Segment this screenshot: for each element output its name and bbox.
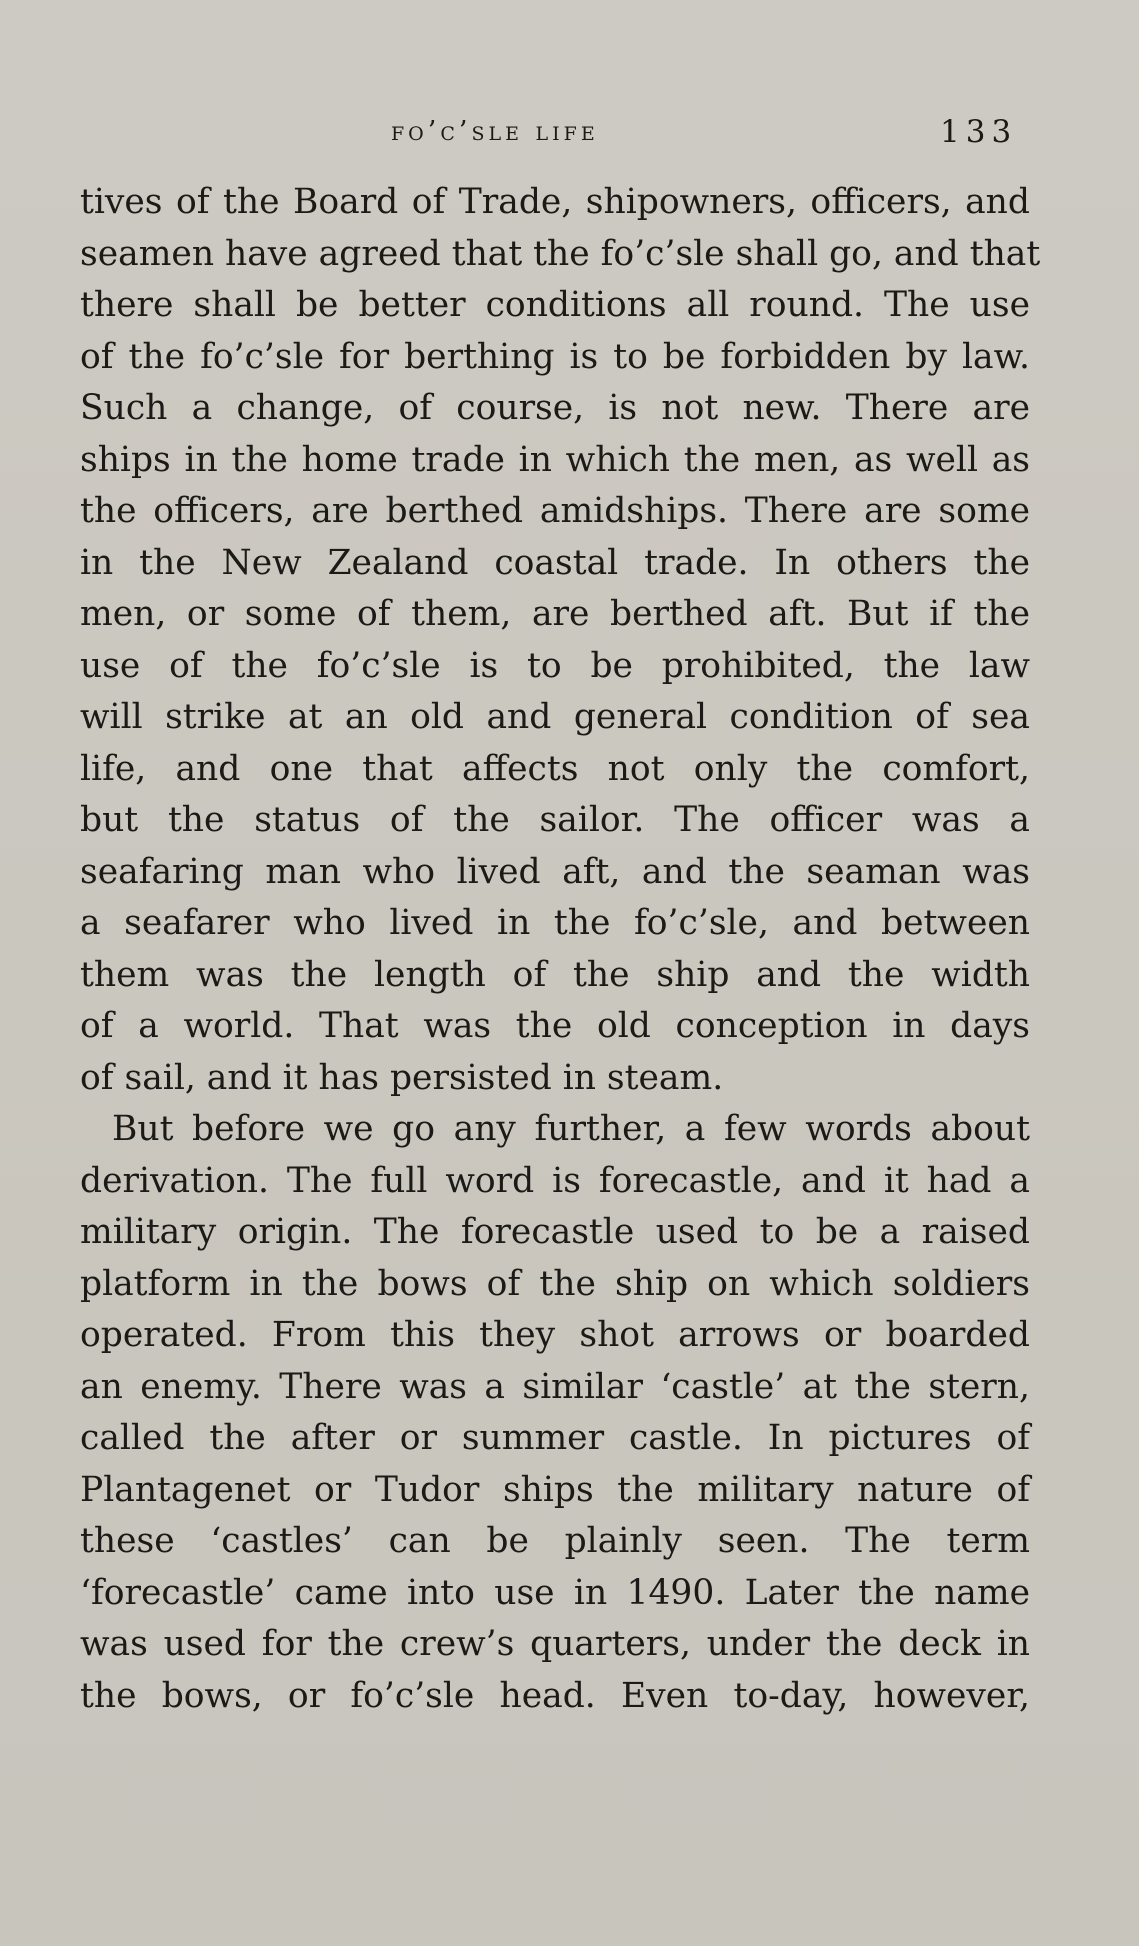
paragraph-1	[80, 177, 1041, 1104]
text-line: But before we go any further, a few words about	[112, 1109, 1030, 1149]
text-line: ‘forecastle’ came into use in 1490. Later the name	[80, 1572, 1030, 1613]
text-line: in the New Zealand coastal trade. In others the	[80, 542, 1030, 583]
text-line: of sail, and it has persisted in steam.	[80, 1057, 724, 1098]
text-line: use of the fo’c’sle is to be prohibited, the law	[80, 645, 1030, 686]
text-line: of a world. That was the old conception in days	[80, 1006, 1030, 1046]
text-line: them was the length of the ship and the width	[80, 954, 1030, 995]
text-line: life, and one that affects not only the comfort,	[80, 748, 1030, 789]
text-line: seafaring man who lived aft, and the seaman was	[80, 851, 1030, 892]
body-text	[80, 177, 1041, 1722]
text-line: an enemy. There was a similar ‘castle’ at the stern,	[80, 1366, 1030, 1407]
text-line: ships in the home trade in which the men, as well as	[80, 439, 1030, 480]
text-line: derivation. The full word is forecastle, and it had a	[80, 1160, 1030, 1201]
text-line: there shall be better conditions all round. The use	[80, 285, 1030, 325]
page-number: 133	[940, 114, 1018, 150]
running-head	[0, 112, 1139, 162]
text-line: was used for the crew’s quarters, under the deck in	[80, 1624, 1030, 1664]
text-line: military origin. The forecastle used to be a raised	[80, 1212, 1030, 1252]
text-line: these ‘castles’ can be plainly seen. The term	[80, 1521, 1030, 1561]
text-line: will strike at an old and general condition of sea	[80, 697, 1030, 737]
text-line: called the after or summer castle. In pictures of	[80, 1418, 1030, 1458]
text-line: seamen have agreed that the fo’c’sle shall go, and that	[80, 233, 1041, 274]
text-line: Plantagenet or Tudor ships the military nature of	[80, 1469, 1030, 1510]
text-line: Such a change, of course, is not new. There are	[80, 388, 1030, 428]
paragraph-2	[80, 1104, 1030, 1722]
text-line: the bows, or fo’c’sle head. Even to-day, however,	[80, 1675, 1030, 1716]
text-line: men, or some of them, are berthed aft. But if the	[80, 594, 1030, 634]
text-line: but the status of the sailor. The officer was a	[80, 800, 1030, 840]
running-title: fo’c’sle life	[391, 116, 599, 147]
text-line: the officers, are berthed amidships. There are some	[80, 491, 1030, 531]
text-line: tives of the Board of Trade, shipowners, officers, and	[80, 182, 1030, 222]
text-line: operated. From this they shot arrows or boarded	[80, 1315, 1030, 1355]
text-line: platform in the bows of the ship on which soldiers	[80, 1263, 1030, 1304]
text-line: of the fo’c’sle for berthing is to be forbidden by law.	[80, 336, 1030, 377]
text-line: a seafarer who lived in the fo’c’sle, and between	[80, 903, 1030, 943]
